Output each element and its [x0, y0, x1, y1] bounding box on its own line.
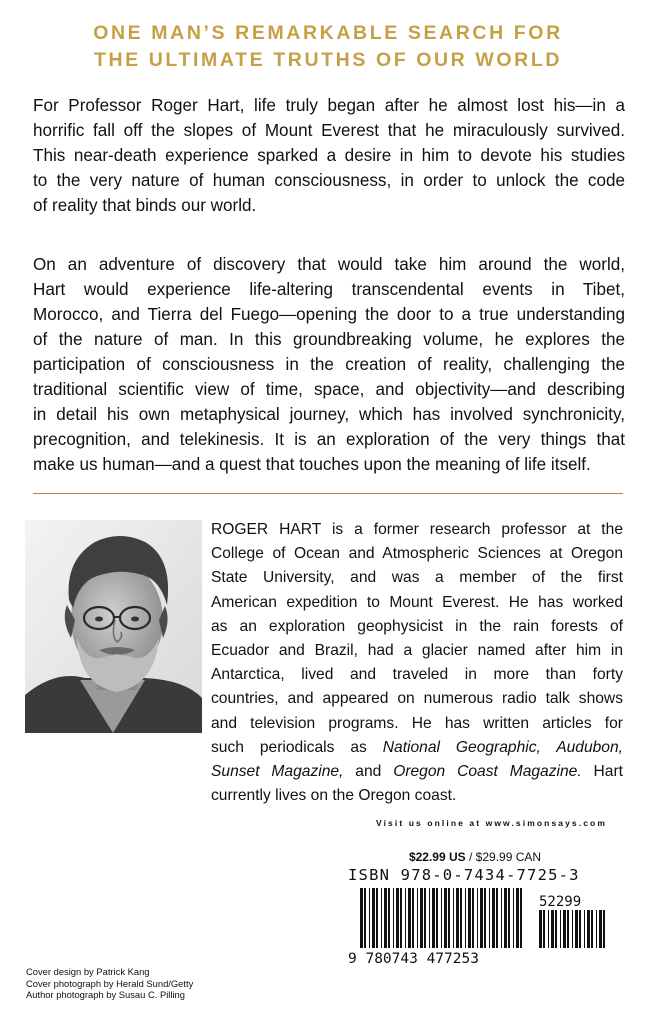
barcode-bar: [424, 888, 426, 948]
barcode-bar: [504, 888, 507, 948]
barcode-bar: [441, 888, 442, 948]
bio-text: and: [343, 763, 394, 781]
barcode-bar: [539, 910, 542, 948]
paragraph-line: precognition, and telekinesis. It is an exploration of the very things that: [33, 430, 625, 449]
barcode-bar: [563, 910, 566, 948]
bio-line: Ecuador and Brazil, had a glacier named after him in: [211, 642, 623, 660]
barcode-bar: [551, 910, 554, 948]
author-bio: [211, 518, 623, 808]
barcode-bar: [412, 888, 414, 948]
barcode-bar: [388, 888, 390, 948]
barcode-bar: [543, 910, 545, 948]
periodical-title: Oregon Coast Magazine.: [393, 763, 582, 781]
website-link[interactable]: Visit us online at www.simonsays.com: [375, 818, 607, 828]
barcode-bar: [477, 888, 478, 948]
paragraph-line: horrific fall off the slopes of Mount Everest that he miraculously survived.: [33, 121, 625, 140]
paragraph-line: This near-death experience sparked a desire in him to devote his studies: [33, 146, 625, 165]
barcode-bar: [591, 910, 593, 948]
barcode-bar: [465, 888, 466, 948]
barcode-bar: [432, 888, 435, 948]
barcode-bar: [599, 910, 602, 948]
paragraph-line: of the nature of man. In this groundbreaking volume, he explores the: [33, 330, 625, 349]
barcode-bar: [364, 888, 366, 948]
bio-line: as an exploration geophysicist in the rain forests of: [211, 617, 623, 635]
barcode-bar: [393, 888, 394, 948]
barcode-bar: [484, 888, 486, 948]
paragraph-line: Hart would experience life-altering transcendental events in Tibet,: [33, 280, 625, 299]
description-paragraph-1: [33, 93, 625, 218]
barcode-bar: [480, 888, 483, 948]
barcode-bar: [372, 888, 375, 948]
periodical-titles: National Geographic, Audubon,: [382, 738, 623, 756]
barcode-bar: [396, 888, 399, 948]
barcode-bar: [417, 888, 418, 948]
bio-line: State University, and was a member of the first: [211, 569, 623, 587]
barcode-bar: [575, 910, 578, 948]
ean-bars: [360, 888, 522, 948]
barcode-graphic: [346, 886, 614, 966]
credit-author-photo: Author photograph by Susau C. Pilling: [26, 989, 185, 1000]
price-us: $22.99 US: [408, 850, 466, 864]
price: [355, 850, 595, 864]
barcode-bar: [489, 888, 490, 948]
section-divider: [33, 493, 623, 494]
headline-line-1: ONE MAN’S REMARKABLE SEARCH FOR: [93, 22, 563, 44]
barcode: [346, 886, 614, 966]
barcode-bar: [603, 910, 605, 948]
paragraph-line: in detail his own metaphysical journey, which has involved synchronicity,: [33, 405, 625, 424]
barcode-bar: [456, 888, 459, 948]
bio-line: and television programs. He has written articles for: [211, 714, 623, 732]
barcode-bar: [420, 888, 423, 948]
paragraph-line: participation of consciousness in the creation of reality, challenging the: [33, 355, 625, 374]
barcode-bar: [360, 888, 363, 948]
bio-line: American expedition to Mount Everest. He has worked: [211, 593, 623, 611]
barcode-bar: [548, 910, 549, 948]
barcode-bar: [492, 888, 495, 948]
bio-line: [211, 760, 623, 784]
paragraph-line: to the very nature of human consciousness, in order to unlock the code: [33, 171, 625, 190]
barcode-bar: [501, 888, 502, 948]
author-photo: [25, 520, 202, 733]
paragraph-line: On an adventure of discovery that would take him around the world,: [33, 255, 625, 274]
isbn-number: ISBN 978-0-7434-7725-3: [348, 866, 580, 884]
barcode-bar: [436, 888, 438, 948]
bio-line: currently lives on the Oregon coast.: [211, 787, 457, 805]
barcode-bar: [513, 888, 514, 948]
paragraph-line: For Professor Roger Hart, life truly began after he almost lost his—in a: [33, 96, 625, 115]
bio-text: such periodicals as: [211, 738, 383, 756]
barcode-bar: [381, 888, 382, 948]
paragraph-line: make us human—and a quest that touches upon the meaning of life itself.: [33, 455, 591, 474]
bio-line: countries, and appeared on numerous radio talk shows: [211, 690, 623, 708]
bio-line: [211, 736, 623, 760]
barcode-bar: [496, 888, 498, 948]
headline: [0, 20, 656, 74]
bio-text: Hart: [581, 763, 624, 781]
paragraph-line: traditional scientific view of time, space, and objectivity—and describing: [33, 380, 625, 399]
barcode-bar: [405, 888, 406, 948]
barcode-bar: [400, 888, 402, 948]
barcode-bar: [567, 910, 569, 948]
barcode-bar: [444, 888, 447, 948]
barcode-bar: [520, 888, 522, 948]
barcode-bar: [408, 888, 411, 948]
barcode-bar: [584, 910, 585, 948]
cover-credits: [26, 966, 256, 1001]
barcode-bar: [468, 888, 471, 948]
periodical-title: Sunset Magazine,: [211, 763, 344, 781]
barcode-bar: [448, 888, 450, 948]
ean-digits: 9 780743 477253: [348, 951, 479, 966]
barcode-bar: [572, 910, 573, 948]
barcode-bar: [596, 910, 597, 948]
credit-cover-photo: Cover photograph by Herald Sund/Getty: [26, 977, 194, 989]
description-paragraph-2: [33, 252, 625, 477]
barcode-bar: [472, 888, 474, 948]
credit-cover-design: Cover design by Patrick Kang: [26, 966, 150, 977]
barcode-bar: [555, 910, 557, 948]
bio-line: College of Ocean and Atmospheric Sciences at Oregon: [211, 545, 623, 563]
price-separator: /: [465, 850, 476, 864]
barcode-bar: [369, 888, 370, 948]
barcode-bar: [587, 910, 590, 948]
barcode-bar: [579, 910, 581, 948]
paragraph-line: Morocco, and Tierra del Fuego—opening the door to a true understanding: [33, 305, 625, 324]
paragraph-line: of reality that binds our world.: [33, 196, 257, 215]
barcode-bar: [516, 888, 519, 948]
bio-line: ROGER HART is a former research professor at the: [211, 521, 623, 538]
barcode-bar: [453, 888, 454, 948]
addon-digits: 52299: [539, 894, 582, 910]
barcode-bar: [560, 910, 561, 948]
barcode-bar: [429, 888, 430, 948]
barcode-bar: [384, 888, 387, 948]
barcode-bar: [508, 888, 510, 948]
bio-line: Antarctica, lived and traveled in more than forty: [211, 666, 623, 684]
barcode-bar: [460, 888, 462, 948]
addon-bars: [539, 910, 605, 948]
price-can: $29.99 CAN: [475, 850, 542, 864]
barcode-bar: [376, 888, 378, 948]
headline-line-2: THE ULTIMATE TRUTHS OF OUR WORLD: [93, 49, 563, 71]
